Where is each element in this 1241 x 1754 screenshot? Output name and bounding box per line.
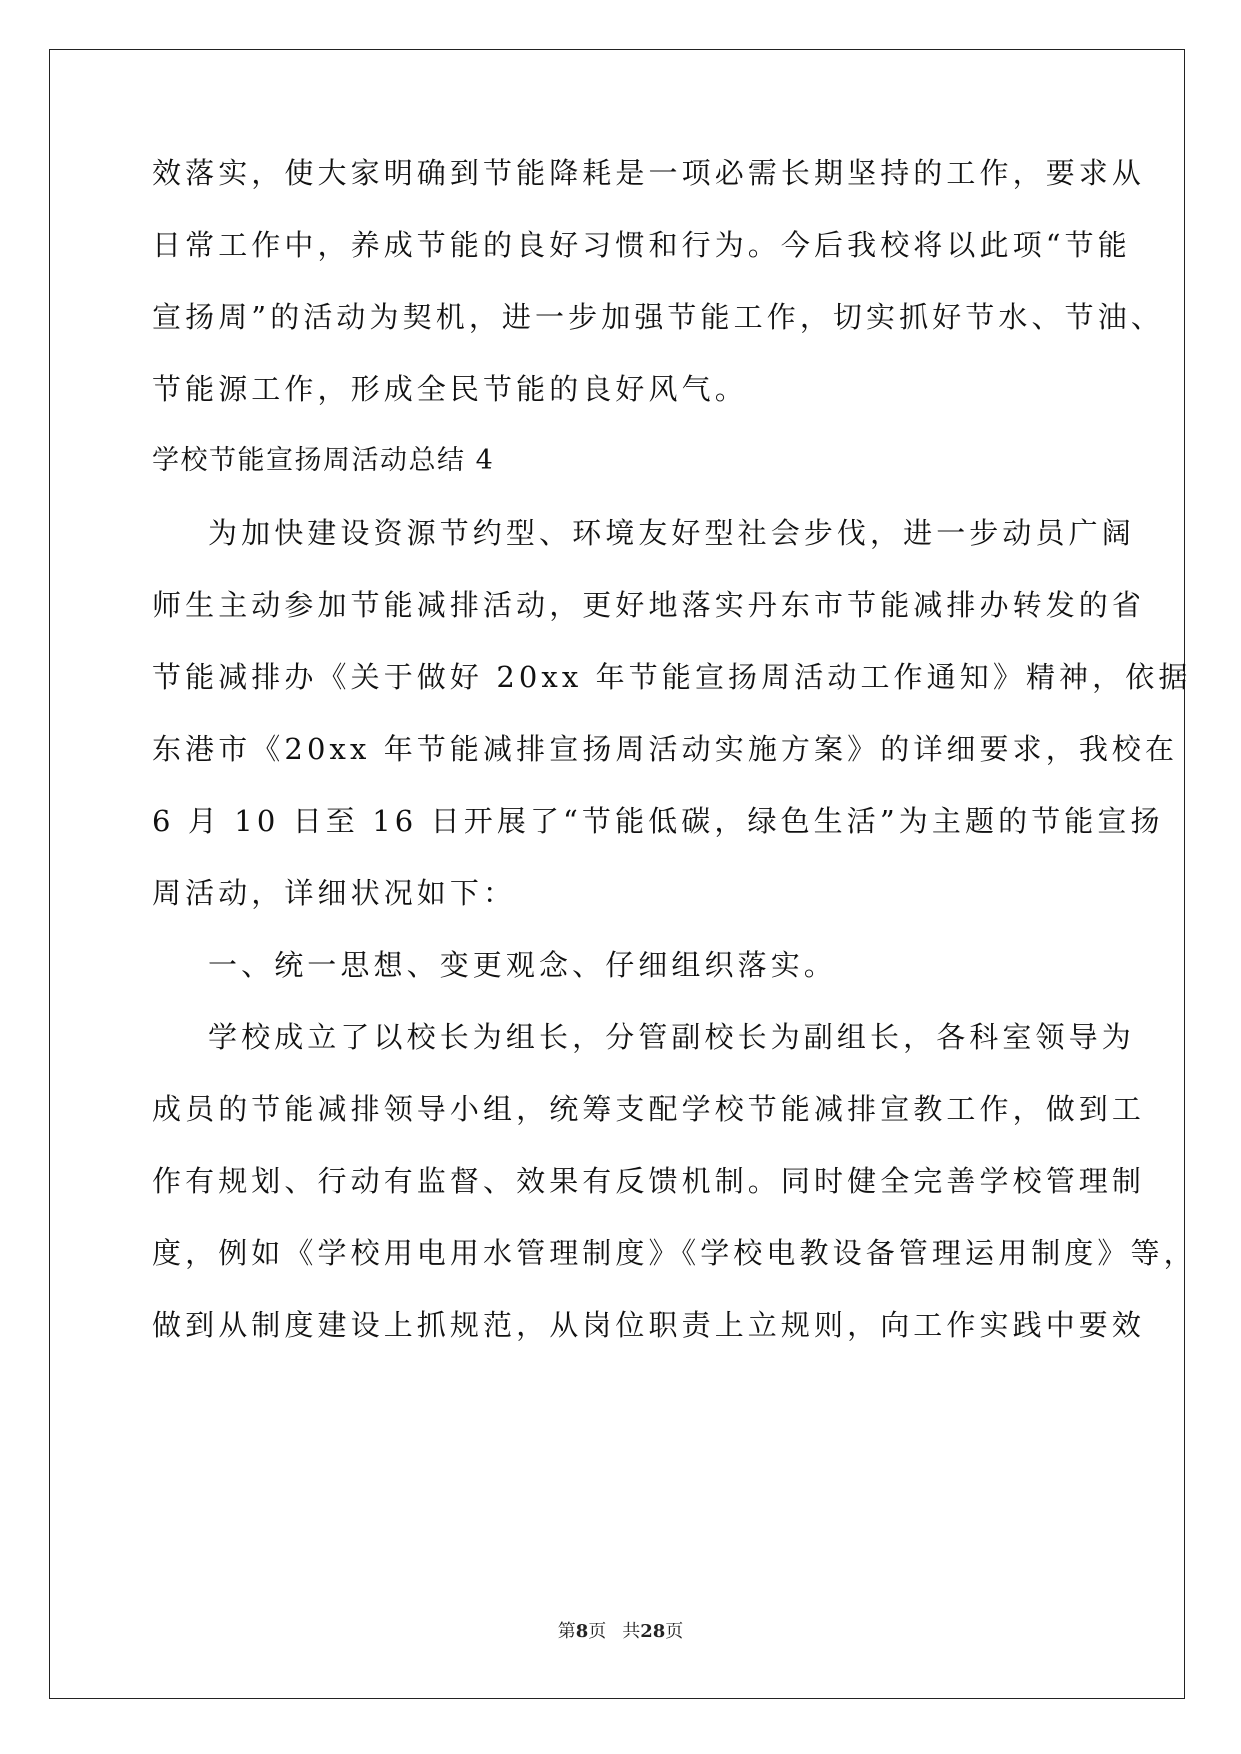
body-line: 6 月 10 日至 16 日开展了“节能低碳，绿色生活”为主题的节能宣扬 (152, 804, 1164, 838)
page-border (49, 49, 1185, 1699)
subsection-heading: 一、统一思想、变更观念、仔细组织落实。 (208, 948, 837, 982)
page-footer (0, 1620, 1241, 1644)
page-number: 8 (575, 1621, 589, 1642)
page-prefix: 第 (557, 1621, 576, 1642)
body-line: 节能减排办《关于做好 20xx 年节能宣扬周活动工作通知》精神，依据 (152, 660, 1192, 694)
body-line: 节能源工作，形成全民节能的良好风气。 (152, 372, 748, 406)
total-prefix: 共 (622, 1621, 641, 1642)
total-pages: 28 (640, 1621, 666, 1642)
paragraph-first-line: 学校成立了以校长为组长，分管副校长为副组长，各科室领导为 (208, 1020, 1135, 1054)
body-line: 东港市《20xx 年节能减排宣扬周活动实施方案》的详细要求，我校在 (152, 732, 1179, 766)
body-line: 做到从制度建设上抓规范，从岗位职责上立规则，向工作实践中要效 (152, 1308, 1146, 1342)
body-line: 宣扬周”的活动为契机，进一步加强节能工作，切实抓好节水、节油、 (152, 300, 1164, 334)
page-suffix: 页 (588, 1621, 607, 1642)
body-line: 周活动，详细状况如下： (152, 876, 517, 910)
section-heading: 学校节能宣扬周活动总结 4 (152, 445, 495, 476)
body-line: 成员的节能减排领导小组，统筹支配学校节能减排宣教工作，做到工 (152, 1092, 1146, 1126)
paragraph-first-line: 为加快建设资源节约型、环境友好型社会步伐，进一步动员广阔 (208, 516, 1135, 550)
body-line: 作有规划、行动有监督、效果有反馈机制。同时健全完善学校管理制 (152, 1164, 1146, 1198)
body-line: 效落实，使大家明确到节能降耗是一项必需长期坚持的工作，要求从 (152, 156, 1146, 190)
body-line: 度，例如《学校用电用水管理制度》《学校电教设备管理运用制度》等， (152, 1236, 1197, 1270)
total-suffix: 页 (665, 1621, 684, 1642)
body-line: 日常工作中，养成节能的良好习惯和行为。今后我校将以此项“节能 (152, 228, 1131, 262)
body-line: 师生主动参加节能减排活动，更好地落实丹东市节能减排办转发的省 (152, 588, 1146, 622)
